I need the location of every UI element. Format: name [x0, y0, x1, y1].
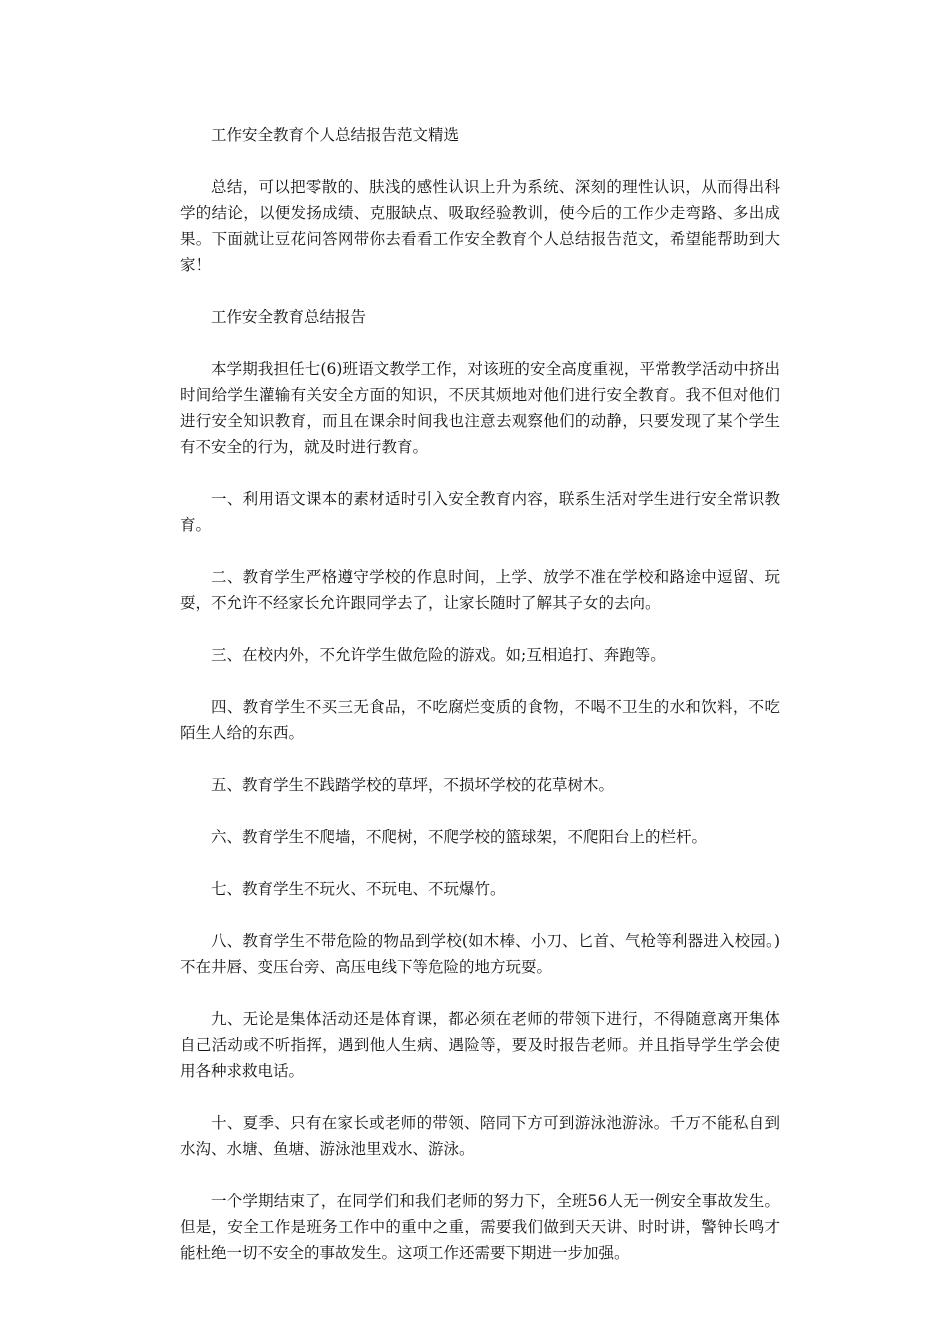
body-paragraph: 本学期我担任七(6)班语文教学工作，对该班的安全高度重视，平常教学活动中挤出时间给学生灌输有关安全方面的知识，不厌其烦地对他们进行安全教育。我不但对他们进行安全知识教育，而且在课余时间我也注意去观察他们的动静，只要发现了某个学生有不安全的行为，就及时进行教育。	[180, 360, 780, 456]
list-item-3: 三、在校内外，不允许学生做危险的游戏。如;互相追打、奔跑等。	[211, 646, 666, 664]
list-item-5: 五、教育学生不践踏学校的草坪，不损坏学校的花草树木。	[211, 776, 615, 794]
list-item-4: 四、教育学生不买三无食品，不吃腐烂变质的食物，不喝不卫生的水和饮料，不吃陌生人给的东西。	[180, 698, 780, 742]
list-item-10: 十、夏季、只有在家长或老师的带领、陪同下方可到游泳池游泳。千万不能私自到水沟、水塘、鱼塘、游泳池里戏水、游泳。	[180, 1114, 780, 1158]
list-item-2: 二、教育学生严格遵守学校的作息时间，上学、放学不准在学校和路途中逗留、玩耍，不允许不经家长允许跟同学去了，让家长随时了解其子女的去向。	[180, 568, 780, 612]
list-item-6: 六、教育学生不爬墙，不爬树，不爬学校的篮球架，不爬阳台上的栏杆。	[211, 828, 708, 846]
list-item-8: 八、教育学生不带危险的物品到学校(如木棒、小刀、匕首、气枪等利器进入校园。)不在井唇、变压台旁、高压电线下等危险的地方玩耍。	[180, 932, 780, 976]
section-subtitle: 工作安全教育总结报告	[211, 308, 367, 326]
intro-paragraph: 总结，可以把零散的、肤浅的感性认识上升为系统、深刻的理性认识，从而得出科学的结论，以便发扬成绩、克服缺点、吸取经验教训，使今后的工作少走弯路、多出成果。下面就让豆花问答网带你去看看工作安全教育个人总结报告范文，希望能帮助到大家！	[180, 178, 780, 274]
document-title: 工作安全教育个人总结报告范文精选	[211, 126, 460, 144]
list-item-9: 九、无论是集体活动还是体育课，都必须在老师的带领下进行，不得随意离开集体自己活动或不听指挥，遇到他人生病、遇险等，要及时报告老师。并且指导学生学会使用各种求救电话。	[180, 1010, 780, 1080]
conclusion-paragraph: 一个学期结束了，在同学们和我们老师的努力下，全班56人无一例安全事故发生。但是，安全工作是班务工作中的重中之重，需要我们做到天天讲、时时讲，警钟长鸣才能杜绝一切不安全的事故发生。这项工作还需要下期进一步加强。	[180, 1192, 780, 1262]
list-item-1: 一、利用语文课本的素材适时引入安全教育内容，联系生活对学生进行安全常识教育。	[180, 490, 780, 534]
document-content	[180, 122, 780, 1292]
list-item-7: 七、教育学生不玩火、不玩电、不玩爆竹。	[211, 880, 506, 898]
